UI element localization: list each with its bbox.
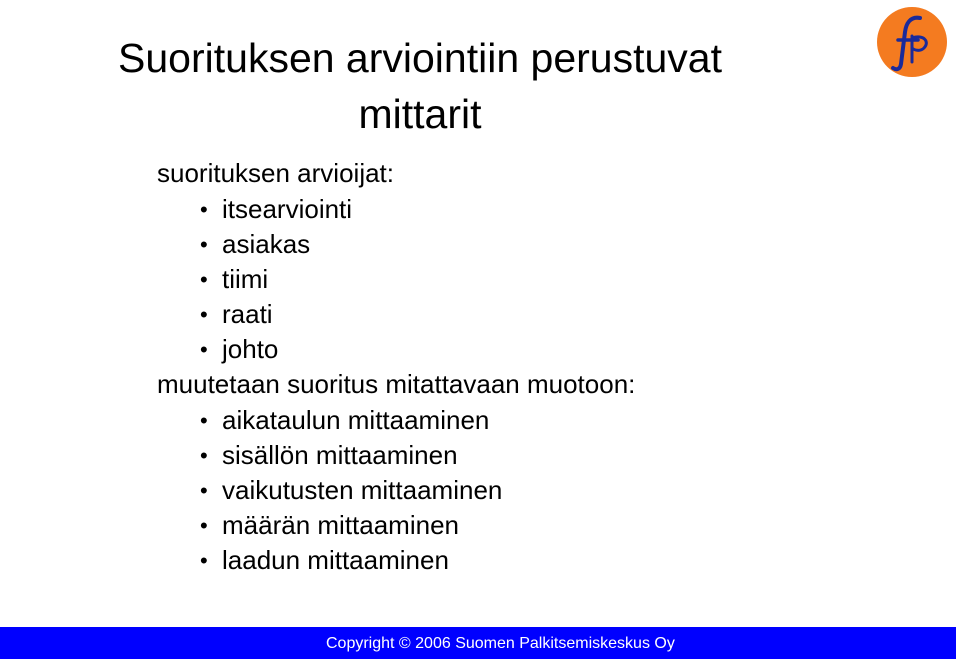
list-item: • laadun mittaaminen [200,543,502,578]
measurement-list [200,403,502,578]
slide-title: Suorituksen arviointiin perustuvat mittarit [118,35,722,137]
list-item: • aikataulun mittaaminen [200,403,502,438]
footer-bar [0,627,956,659]
section-heading-measurable: muutetaan suoritus mitattavaan muotoon: [157,369,636,399]
section-heading-evaluators: suorituksen arvioijat: [157,158,394,188]
list-item: • tiimi [200,262,352,297]
evaluators-list [200,192,352,367]
copyright-text: Copyright © 2006 Suomen Palkitsemiskeskus Oy [326,635,675,652]
list-item: • asiakas [200,227,352,262]
list-item: • itsearviointi [200,192,352,227]
list-item: • määrän mittaaminen [200,508,502,543]
list-item: • vaikutusten mittaaminen [200,473,502,508]
list-item: • sisällön mittaaminen [200,438,502,473]
company-logo-icon [876,6,948,78]
list-item: • raati [200,297,352,332]
list-item: • johto [200,332,352,367]
